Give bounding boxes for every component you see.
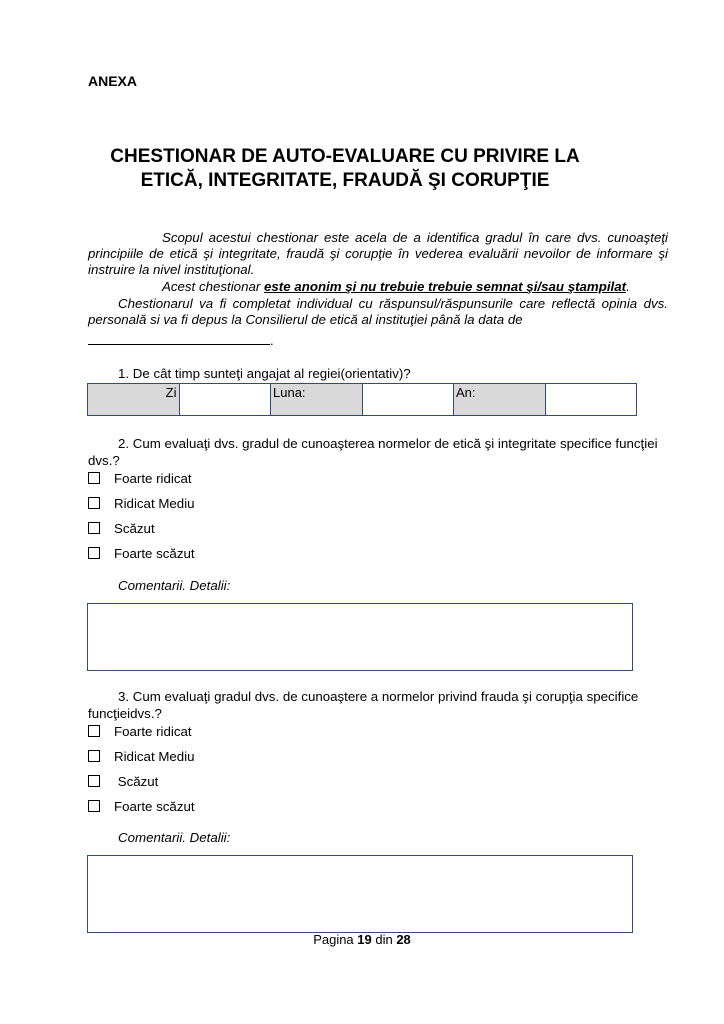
day-input-cell[interactable] [179, 384, 271, 416]
checkbox[interactable] [88, 800, 100, 812]
q2-option-3[interactable]: Scăzut [88, 519, 155, 537]
checkbox[interactable] [88, 522, 100, 534]
q2-comment-label: Comentarii. Detalii: [118, 578, 231, 593]
q3-comment-box[interactable] [87, 855, 633, 933]
day-label: Zi [88, 384, 180, 416]
checkbox[interactable] [88, 472, 100, 484]
checkbox[interactable] [88, 725, 100, 737]
question-1-text: 1. De cât timp sunteţi angajat al regiei(orientativ)? [118, 366, 411, 381]
q2-option-4[interactable]: Foarte scăzut [88, 544, 195, 562]
checkbox[interactable] [88, 547, 100, 559]
q3-option-2[interactable]: Ridicat Mediu [88, 747, 195, 765]
page-title-line1: CHESTIONAR DE AUTO-EVALUARE CU PRIVIRE LA [110, 146, 580, 167]
q3-option-4[interactable]: Foarte scăzut [88, 797, 195, 815]
page-number: 19 [357, 932, 372, 947]
q2-comment-box[interactable] [87, 603, 633, 671]
intro-paragraph-3: Chestionarul va fi completat individual cu răspunsul/răspunsurile care reflectă opinia dvs. personală si va fi depus la Consilierul de etică al instituţiei până la data de [88, 296, 668, 327]
question-2-text: 2. Cum evaluaţi dvs. gradul de cunoaşterea normelor de etică şi integritate specifice funcţiei [118, 436, 658, 451]
year-input-cell[interactable] [545, 384, 637, 416]
question-2-text-cont: dvs.? [88, 453, 120, 468]
checkbox[interactable] [88, 750, 100, 762]
checkbox[interactable] [88, 497, 100, 509]
intro-paragraph-2: Acest chestionar este anonim şi nu trebuie trebuie semnat şi/sau ştampilat. [162, 279, 630, 294]
annex-label: ANEXA [88, 73, 138, 89]
page-total: 28 [396, 932, 411, 947]
q2-option-1[interactable]: Foarte ridicat [88, 469, 192, 487]
page-title-line2: ETICĂ, INTEGRITATE, FRAUDĂ ŞI CORUPŢIE [140, 170, 550, 191]
question-3-text-cont: funcţieidvs.? [88, 706, 162, 721]
q3-option-3[interactable]: Scăzut [88, 772, 158, 790]
month-label: Luna: [271, 384, 363, 416]
employment-duration-table [87, 383, 637, 416]
page-footer: Pagina 19 din 28 [313, 932, 411, 947]
q3-option-1[interactable]: Foarte ridicat [88, 722, 192, 740]
q2-option-2[interactable]: Ridicat Mediu [88, 494, 195, 512]
checkbox[interactable] [88, 775, 100, 787]
year-label: An: [454, 384, 546, 416]
q3-comment-label: Comentarii. Detalii: [118, 830, 231, 845]
deadline-fill-line[interactable]: . [88, 332, 274, 348]
question-3-text: 3. Cum evaluaţi gradul dvs. de cunoaştere a normelor privind frauda şi corupţia specifice [118, 689, 639, 704]
anonymity-note: este anonim şi nu trebuie trebuie semnat şi/sau ştampilat [264, 279, 627, 294]
intro-paragraph-1: Scopul acestui chestionar este acela de a identifica gradul în care dvs. cunoaşteţi principiile de etică şi integritate, fraudă şi corupţie în vederea evaluării nevoilor de informare şi instruire la nivel instituţional. [88, 230, 668, 277]
month-input-cell[interactable] [362, 384, 454, 416]
